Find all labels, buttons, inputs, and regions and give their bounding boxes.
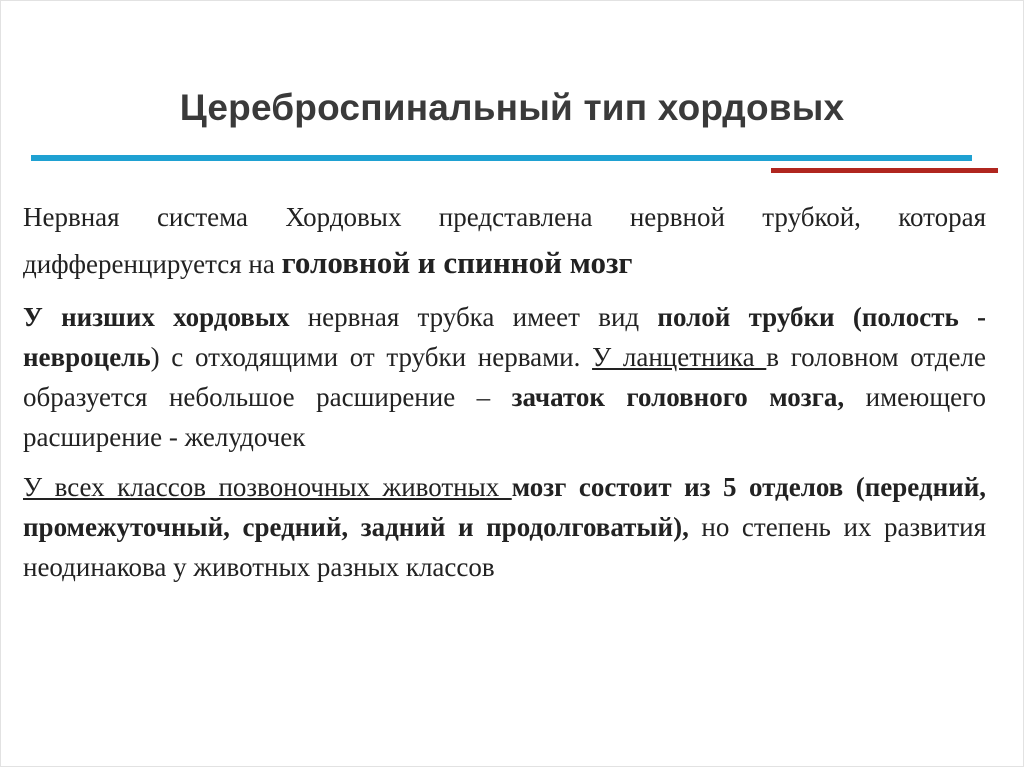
p1-bold: головной и спинной мозг	[281, 245, 633, 280]
p2-bold-lead: У низших хордовых	[23, 302, 290, 332]
p2-text-2: ) с отходящими от трубки нервами.	[150, 342, 593, 372]
p2-underline-lancelet: У ланцетника	[592, 342, 767, 372]
p3-text: но степень их развития неодинакова у животных разных классов	[23, 512, 986, 582]
p1-text: Нервная система Хордовых представлена нервной трубкой, которая дифференцируется на	[23, 202, 986, 279]
title-underline-red	[771, 168, 998, 173]
p3-bold-sections: мозг состоит из 5 отделов (передний, промежуточный, средний, задний и продолговатый),	[23, 472, 986, 542]
slide-title: Цереброспинальный тип хордовых	[179, 87, 845, 128]
title-underline-blue	[31, 155, 972, 161]
paragraph-2	[23, 297, 986, 457]
p2-bold-tube: полой трубки (полость - невроцель	[23, 302, 986, 372]
p2-bold-brain: зачаток головного мозга,	[511, 382, 845, 412]
paragraph-1	[23, 195, 986, 287]
p2-text-1: нервная трубка имеет вид	[289, 302, 658, 332]
slide-body	[23, 195, 986, 597]
p3-underline-lead: У всех классов позвоночных животных	[23, 472, 512, 502]
p2-text-4: имеющего расширение - желудочек	[23, 382, 986, 452]
paragraph-3	[23, 467, 986, 587]
p2-text-3: в головном отделе образуется небольшое расширение –	[23, 342, 986, 412]
